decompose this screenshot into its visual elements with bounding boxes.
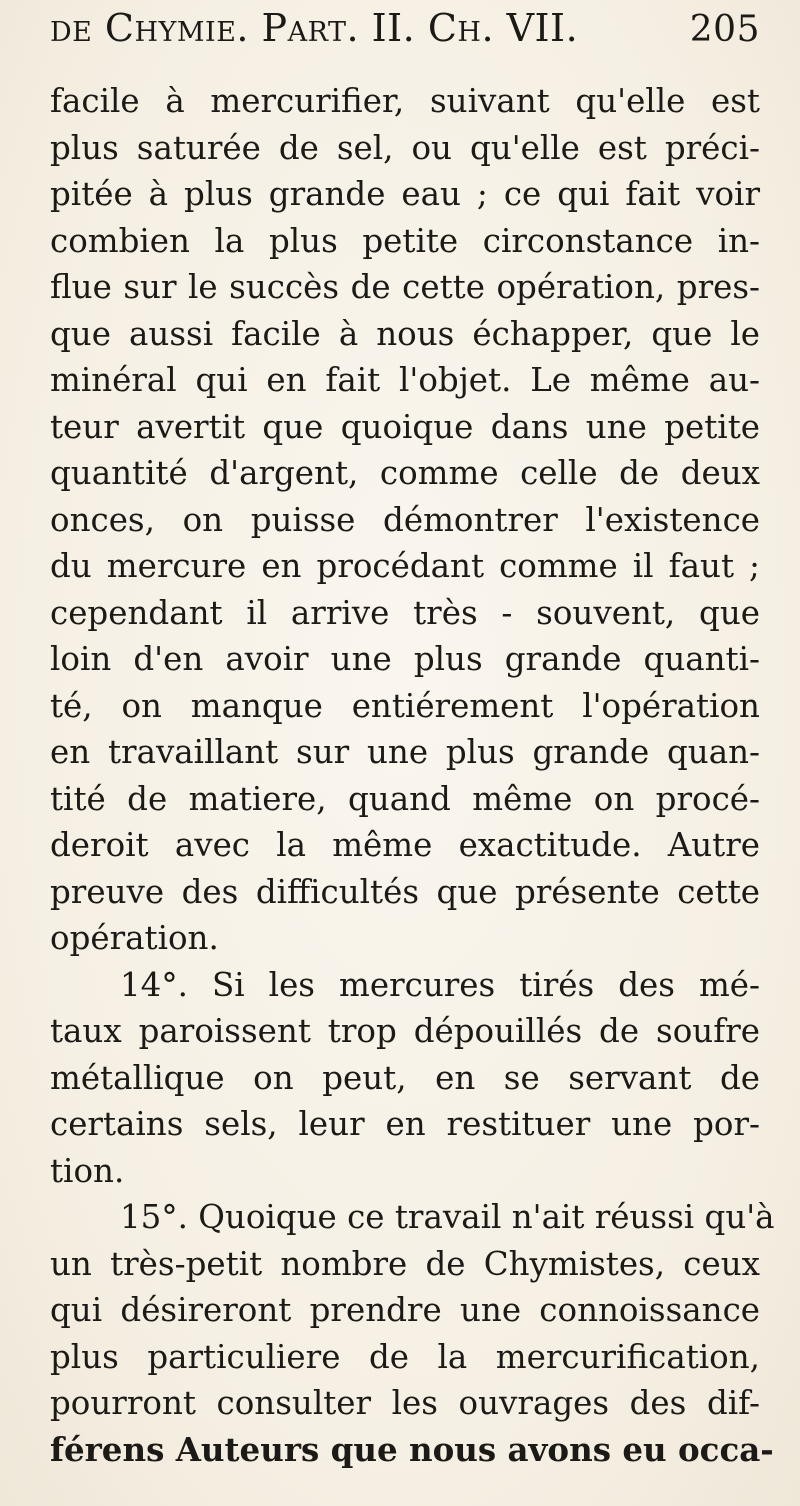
text-line: opération. [50, 919, 219, 957]
text-line: qui désireront prendre une connoissance [50, 1291, 760, 1329]
text-line: férens Auteurs que nous avons eu occa- [50, 1429, 774, 1469]
text-line: plus particuliere de la mercurification, [50, 1337, 760, 1376]
text-line: pitée à plus grande eau ; ce qui fait voir [50, 175, 760, 213]
text-line: tité de matiere, quand même on procé- [50, 779, 760, 818]
text-line: pourront consulter les ouvrages des dif- [50, 1384, 760, 1422]
page-number: 205 [689, 9, 760, 50]
text-line: onces, on puisse démontrer l'existence [50, 500, 760, 539]
text-line: que aussi facile à nous échapper, que le [50, 314, 760, 353]
text-line: minéral qui en fait l'objet. Le même au- [50, 361, 760, 399]
text-line: deroit avec la même exactitude. Autre [50, 826, 760, 864]
text-line: 14°. Si les mercures tirés des mé- [120, 965, 760, 1004]
text-line: té, on manque entiérement l'opération [50, 686, 760, 725]
text-line: tion. [50, 1151, 125, 1190]
running-head [50, 6, 760, 78]
text-line: du mercure en procédant comme il faut ; [50, 547, 760, 585]
text-line: un très-petit nombre de Chymistes, ceux [50, 1244, 760, 1283]
text-line: facile à mercurifier, suivant qu'elle est [50, 82, 760, 120]
text-line: quantité d'argent, comme celle de deux [50, 454, 760, 492]
text-line: teur avertit que quoique dans une petite [50, 407, 760, 446]
text-line: métallique on peut, en se servant de [50, 1058, 760, 1097]
text-line: preuve des difficultés que présente cette [50, 872, 760, 911]
text-line: loin d'en avoir une plus grande quanti- [50, 640, 760, 678]
running-head-title: de Chymie. Part. II. Ch. VII. [50, 6, 579, 50]
text-line: 15°. Quoique ce travail n'ait réussi qu'à [120, 1198, 775, 1236]
text-line: taux paroissent trop dépouillés de soufre [50, 1012, 760, 1050]
text-line: plus saturée de sel, ou qu'elle est préci- [50, 128, 760, 167]
text-line: flue sur le succès de cette opération, pres- [50, 268, 760, 306]
body-text [50, 78, 775, 1473]
text-line: certains sels, leur en restituer une por- [50, 1105, 760, 1143]
text-line: combien la plus petite circonstance in- [50, 221, 760, 260]
text-line: en travaillant sur une plus grande quan- [50, 733, 760, 771]
text-line: cependant il arrive très - souvent, que [50, 593, 760, 632]
